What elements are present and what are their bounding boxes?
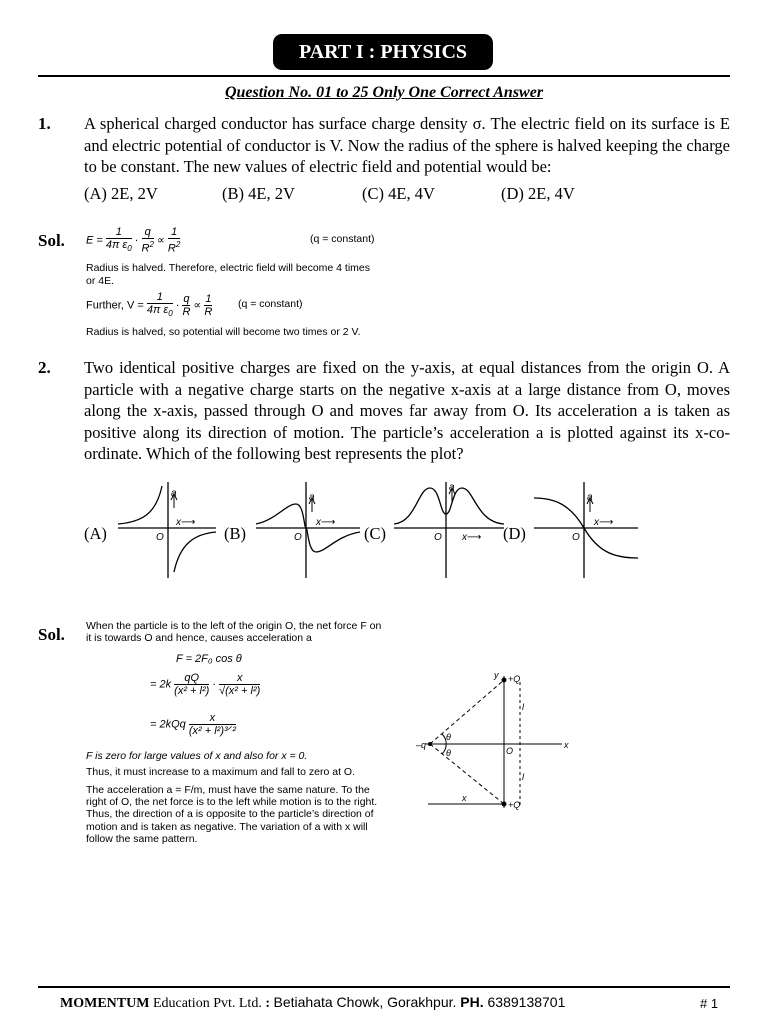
sol1-further: Further, V =: [86, 299, 144, 312]
sol1-sub0-b: 0: [168, 309, 173, 319]
sol2-eq2-d2: √(x² + l²): [219, 685, 261, 697]
sol1-e-lhs: E =: [86, 234, 103, 247]
q1-option-b: (B) 4E, 2V: [222, 184, 295, 203]
graph-c-x-label: x⟶: [462, 532, 482, 543]
graph-c-a-label: a: [449, 482, 455, 493]
graph-a-a-label: a: [171, 488, 177, 499]
part-banner: PART I : PHYSICS: [273, 34, 493, 70]
sol1-frac-6: [204, 293, 212, 318]
graph-b: [256, 482, 360, 578]
sol1-frac-6-den: R: [204, 306, 213, 319]
graph-a-curve-left: [118, 486, 162, 524]
graph-b-x-label: x⟶: [316, 517, 336, 528]
sol1-frac-3-den: [168, 238, 180, 255]
graph-b-origin: O: [294, 532, 302, 543]
sol2-paragraph-4: The acceleration a = F/m, must have the same nature. To the right of O, the net force is to the left while motion is to the right. Thus, the direction of a is opposite to the particle’s direction of motion and is taken as negative. The variation of a with x will follow the same pattern.: [86, 784, 378, 845]
graph-d-origin: O: [572, 532, 580, 543]
graph-d-a-label: a: [587, 492, 593, 503]
graph-d: [534, 482, 638, 578]
sol1-dot-2: ·: [175, 299, 180, 312]
sol1-prop-1: ∝: [157, 234, 165, 247]
sol2-paragraph-1: When the particle is to the left of the origin O, the net force F on it is towards O and hence, causes acceleration a: [86, 620, 382, 645]
sol1-sup2: 2: [149, 240, 154, 250]
footer-brand: MOMENTUM: [60, 996, 150, 1011]
footer-separator: :: [261, 996, 274, 1011]
sol1-frac-5-num: q: [183, 293, 190, 306]
sol1-frac-2: [142, 226, 154, 255]
sol2-eq3-prefix: = 2kQq: [150, 718, 186, 731]
diagram-line-to-bottom-charge: [430, 744, 504, 804]
footer-phone-label: PH.: [456, 994, 484, 1010]
q1-option-a: (A) 2E, 2V: [84, 184, 158, 203]
footer-org: Education Pvt. Ltd.: [149, 996, 262, 1011]
question-2-text: Two identical positive charges are fixed on the y-axis, at equal distances from the origin O. A particle with a negative charge starts on the negative x-axis at a large distance from O, moves along the x-axis, passed through O and moves far away from O. Its acceleration a is taken as positive along its direction of motion. The particle’s acceleration a is plotted against its x-co-ordinate. Which of the following best represents the plot?: [84, 358, 730, 463]
diagram-l-lower: l: [522, 772, 524, 782]
sol1-qconst-1: (q = constant): [310, 233, 375, 245]
solution-1-label: Sol.: [38, 231, 65, 250]
diagram-theta-2: θ: [446, 748, 451, 758]
sol2-eq3-frac: [189, 712, 236, 737]
q1-option-d: (D) 2E, 4V: [501, 184, 575, 203]
sol1-r: R: [141, 242, 150, 255]
sol1-line-1: Radius is halved. Therefore, electric field will become 4 times or 4E.: [86, 262, 371, 287]
diagram-l-upper: l: [522, 702, 524, 712]
sol2-paragraph-2: F is zero for large values of x and also for x = 0.: [86, 750, 308, 762]
sol1-frac-6-num: 1: [205, 293, 212, 306]
sol1-frac-1-num: 1: [115, 226, 122, 238]
sol2-eq-2: [150, 672, 260, 706]
diagram-x-axis-label: x: [564, 740, 569, 750]
sol2-eq2-prefix: = 2k: [150, 678, 172, 691]
diagram-test-charge: [428, 742, 432, 746]
sol1-frac-2-den: [142, 238, 154, 255]
sol1-frac-5-den: R: [182, 306, 191, 319]
sol1-prop-2: ∝: [193, 299, 202, 312]
sol2-eq-3: [150, 712, 236, 746]
header-rule: [38, 75, 730, 77]
sol2-eq3-d: (x² + l²)³ᐟ²: [188, 725, 236, 737]
sol1-frac-5: [182, 293, 190, 318]
diagram-bottom-charge-label: +Q: [508, 800, 521, 810]
sol1-dot-1: ·: [134, 234, 139, 247]
sol1-frac-3: [168, 226, 180, 255]
graph-d-x-label: x⟶: [594, 517, 614, 528]
question-1-text: A spherical charged conductor has surface charge density σ. The electric field on its surface is E and electric potential of conductor is V. Now the radius of the sphere is halved keeping the charge to be constant. The new values of electric field and potential would be:: [84, 114, 730, 176]
sol1-sup2-b: 2: [175, 240, 181, 250]
diagram-line-to-top-charge: [430, 680, 504, 744]
sol2-eq2-n2: x: [236, 672, 243, 684]
footer-rule: [38, 986, 730, 988]
sol1-frac-4: [147, 291, 173, 320]
sol1-r-b: R: [167, 242, 176, 255]
diagram-q-label: –q: [416, 740, 427, 750]
sol1-line-2: Radius is halved, so potential will become two times or 2 V.: [86, 326, 361, 338]
graph-a-x-label: x⟶: [176, 517, 196, 528]
sol1-qconst-2: (q = constant): [238, 298, 303, 310]
footer-line: [60, 994, 565, 1012]
sol2-eq2-frac-1: [174, 672, 209, 697]
page-number: # 1: [700, 996, 719, 1011]
sol2-force-diagram: [412, 668, 572, 818]
graph-c-origin: O: [434, 532, 442, 543]
sol1-sub0: 0: [127, 244, 132, 254]
sol1-frac-2-num: q: [144, 226, 151, 239]
solution-2-label: Sol.: [38, 625, 65, 644]
sol2-paragraph-3: Thus, it must increase to a maximum and fall to zero at O.: [86, 766, 356, 778]
question-1-number: 1.: [38, 114, 51, 133]
graph-a-curve-right: [174, 532, 216, 572]
section-subheading: Question No. 01 to 25 Only One Correct Answer: [224, 84, 544, 101]
q1-option-c: (C) 4E, 4V: [362, 184, 435, 203]
graph-b-a-label: a: [309, 492, 315, 503]
sol1-4pieps: 4π ε: [105, 239, 128, 251]
sol1-frac-4-num: 1: [156, 291, 163, 303]
sol1-frac-1-den: [106, 238, 132, 255]
graph-a-origin: O: [156, 532, 164, 543]
q2-option-c-label: (C): [364, 524, 386, 543]
sol1-frac-3-num: 1: [171, 226, 178, 239]
sol1-potential-equation: [86, 291, 386, 325]
footer-address: Betiahata Chowk, Gorakhpur.: [273, 994, 457, 1010]
sol2-eq2-n1: qQ: [184, 672, 200, 684]
footer-phone: 6389138701: [483, 994, 566, 1010]
diagram-origin: O: [506, 746, 514, 756]
q2-option-d-label: (D): [503, 524, 526, 543]
question-2-number: 2.: [38, 358, 51, 377]
diagram-x-distance-label: x: [462, 793, 467, 803]
diagram-top-charge-label: +Q: [508, 674, 521, 684]
diagram-theta-1: θ: [446, 732, 451, 742]
graph-c: [394, 482, 504, 578]
sol1-frac-1: [106, 226, 132, 255]
diagram-bottom-charge: [502, 802, 507, 807]
diagram-top-charge: [502, 678, 507, 683]
sol2-eq2-dot: ·: [212, 678, 217, 691]
graph-a: [118, 482, 216, 578]
sol1-frac-4-den: [147, 303, 173, 320]
sol1-4pieps-b: 4π ε: [146, 304, 169, 316]
diagram-y-label: y: [494, 670, 499, 680]
sol2-eq3-n: x: [209, 712, 216, 724]
sol2-eq2-frac-2: [219, 672, 260, 697]
sol2-eq2-d1: (x² + l²): [174, 685, 210, 697]
q2-option-b-label: (B): [224, 524, 246, 543]
sol2-eq-1: F = 2F₀ cos θ: [176, 653, 242, 665]
q2-option-a-label: (A): [84, 524, 107, 543]
